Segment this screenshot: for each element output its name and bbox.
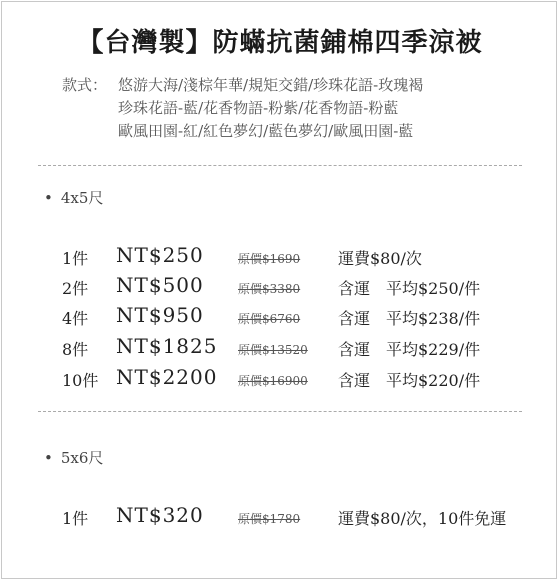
size-heading xyxy=(44,447,103,468)
sale-price: NT$950 xyxy=(116,303,204,327)
sale-price: NT$320 xyxy=(116,503,204,527)
style-line xyxy=(62,74,423,97)
quantity: 1件 xyxy=(62,509,89,528)
original-price: 原價$1780 xyxy=(238,512,301,526)
quantity: 8件 xyxy=(62,340,89,359)
price-row xyxy=(0,334,560,365)
divider xyxy=(38,165,522,166)
bullet-icon: • xyxy=(44,449,53,467)
shipping-note: 含運 平均$238/件 xyxy=(338,309,481,328)
shipping-note: 含運 平均$220/件 xyxy=(338,371,481,390)
sale-price: NT$1825 xyxy=(116,334,218,358)
page-title: 【台灣製】防蟎抗菌鋪棉四季涼被 xyxy=(77,28,483,58)
style-text: 悠游大海/淺棕年華/規矩交錯/珍珠花語-玫瑰褐 xyxy=(118,76,424,94)
quantity: 10件 xyxy=(62,371,99,390)
style-label: 款式： xyxy=(62,76,108,94)
divider xyxy=(38,411,522,412)
quantity: 1件 xyxy=(62,249,89,268)
style-options xyxy=(62,74,423,143)
size-label: 5x6尺 xyxy=(60,449,104,467)
price-row xyxy=(0,503,560,534)
shipping-note: 運費$80/次 xyxy=(338,249,422,268)
sale-price: NT$500 xyxy=(116,273,204,297)
shipping-note: 含運 平均$229/件 xyxy=(338,340,481,359)
price-row xyxy=(0,243,560,274)
original-price: 原價$6760 xyxy=(238,312,301,326)
sale-price: NT$2200 xyxy=(116,365,218,389)
price-row xyxy=(0,365,560,396)
bullet-icon: • xyxy=(44,189,53,207)
size-label: 4x5尺 xyxy=(60,189,104,207)
size-heading xyxy=(44,187,103,208)
sale-price: NT$250 xyxy=(116,243,204,267)
original-price: 原價$3380 xyxy=(238,282,301,296)
style-line: 歐風田園-紅/紅色夢幻/藍色夢幻/歐風田園-藍 xyxy=(118,122,414,140)
shipping-note: 運費$80/次，10件免運 xyxy=(338,509,507,528)
price-row xyxy=(0,303,560,334)
original-price: 原價$1690 xyxy=(238,252,301,266)
original-price: 原價$16900 xyxy=(238,374,308,388)
quantity: 4件 xyxy=(62,309,89,328)
price-row xyxy=(0,273,560,304)
quantity: 2件 xyxy=(62,279,89,298)
original-price: 原價$13520 xyxy=(238,343,308,357)
shipping-note: 含運 平均$250/件 xyxy=(338,279,481,298)
style-line: 珍珠花語-藍/花香物語-粉紫/花香物語-粉藍 xyxy=(118,99,399,117)
